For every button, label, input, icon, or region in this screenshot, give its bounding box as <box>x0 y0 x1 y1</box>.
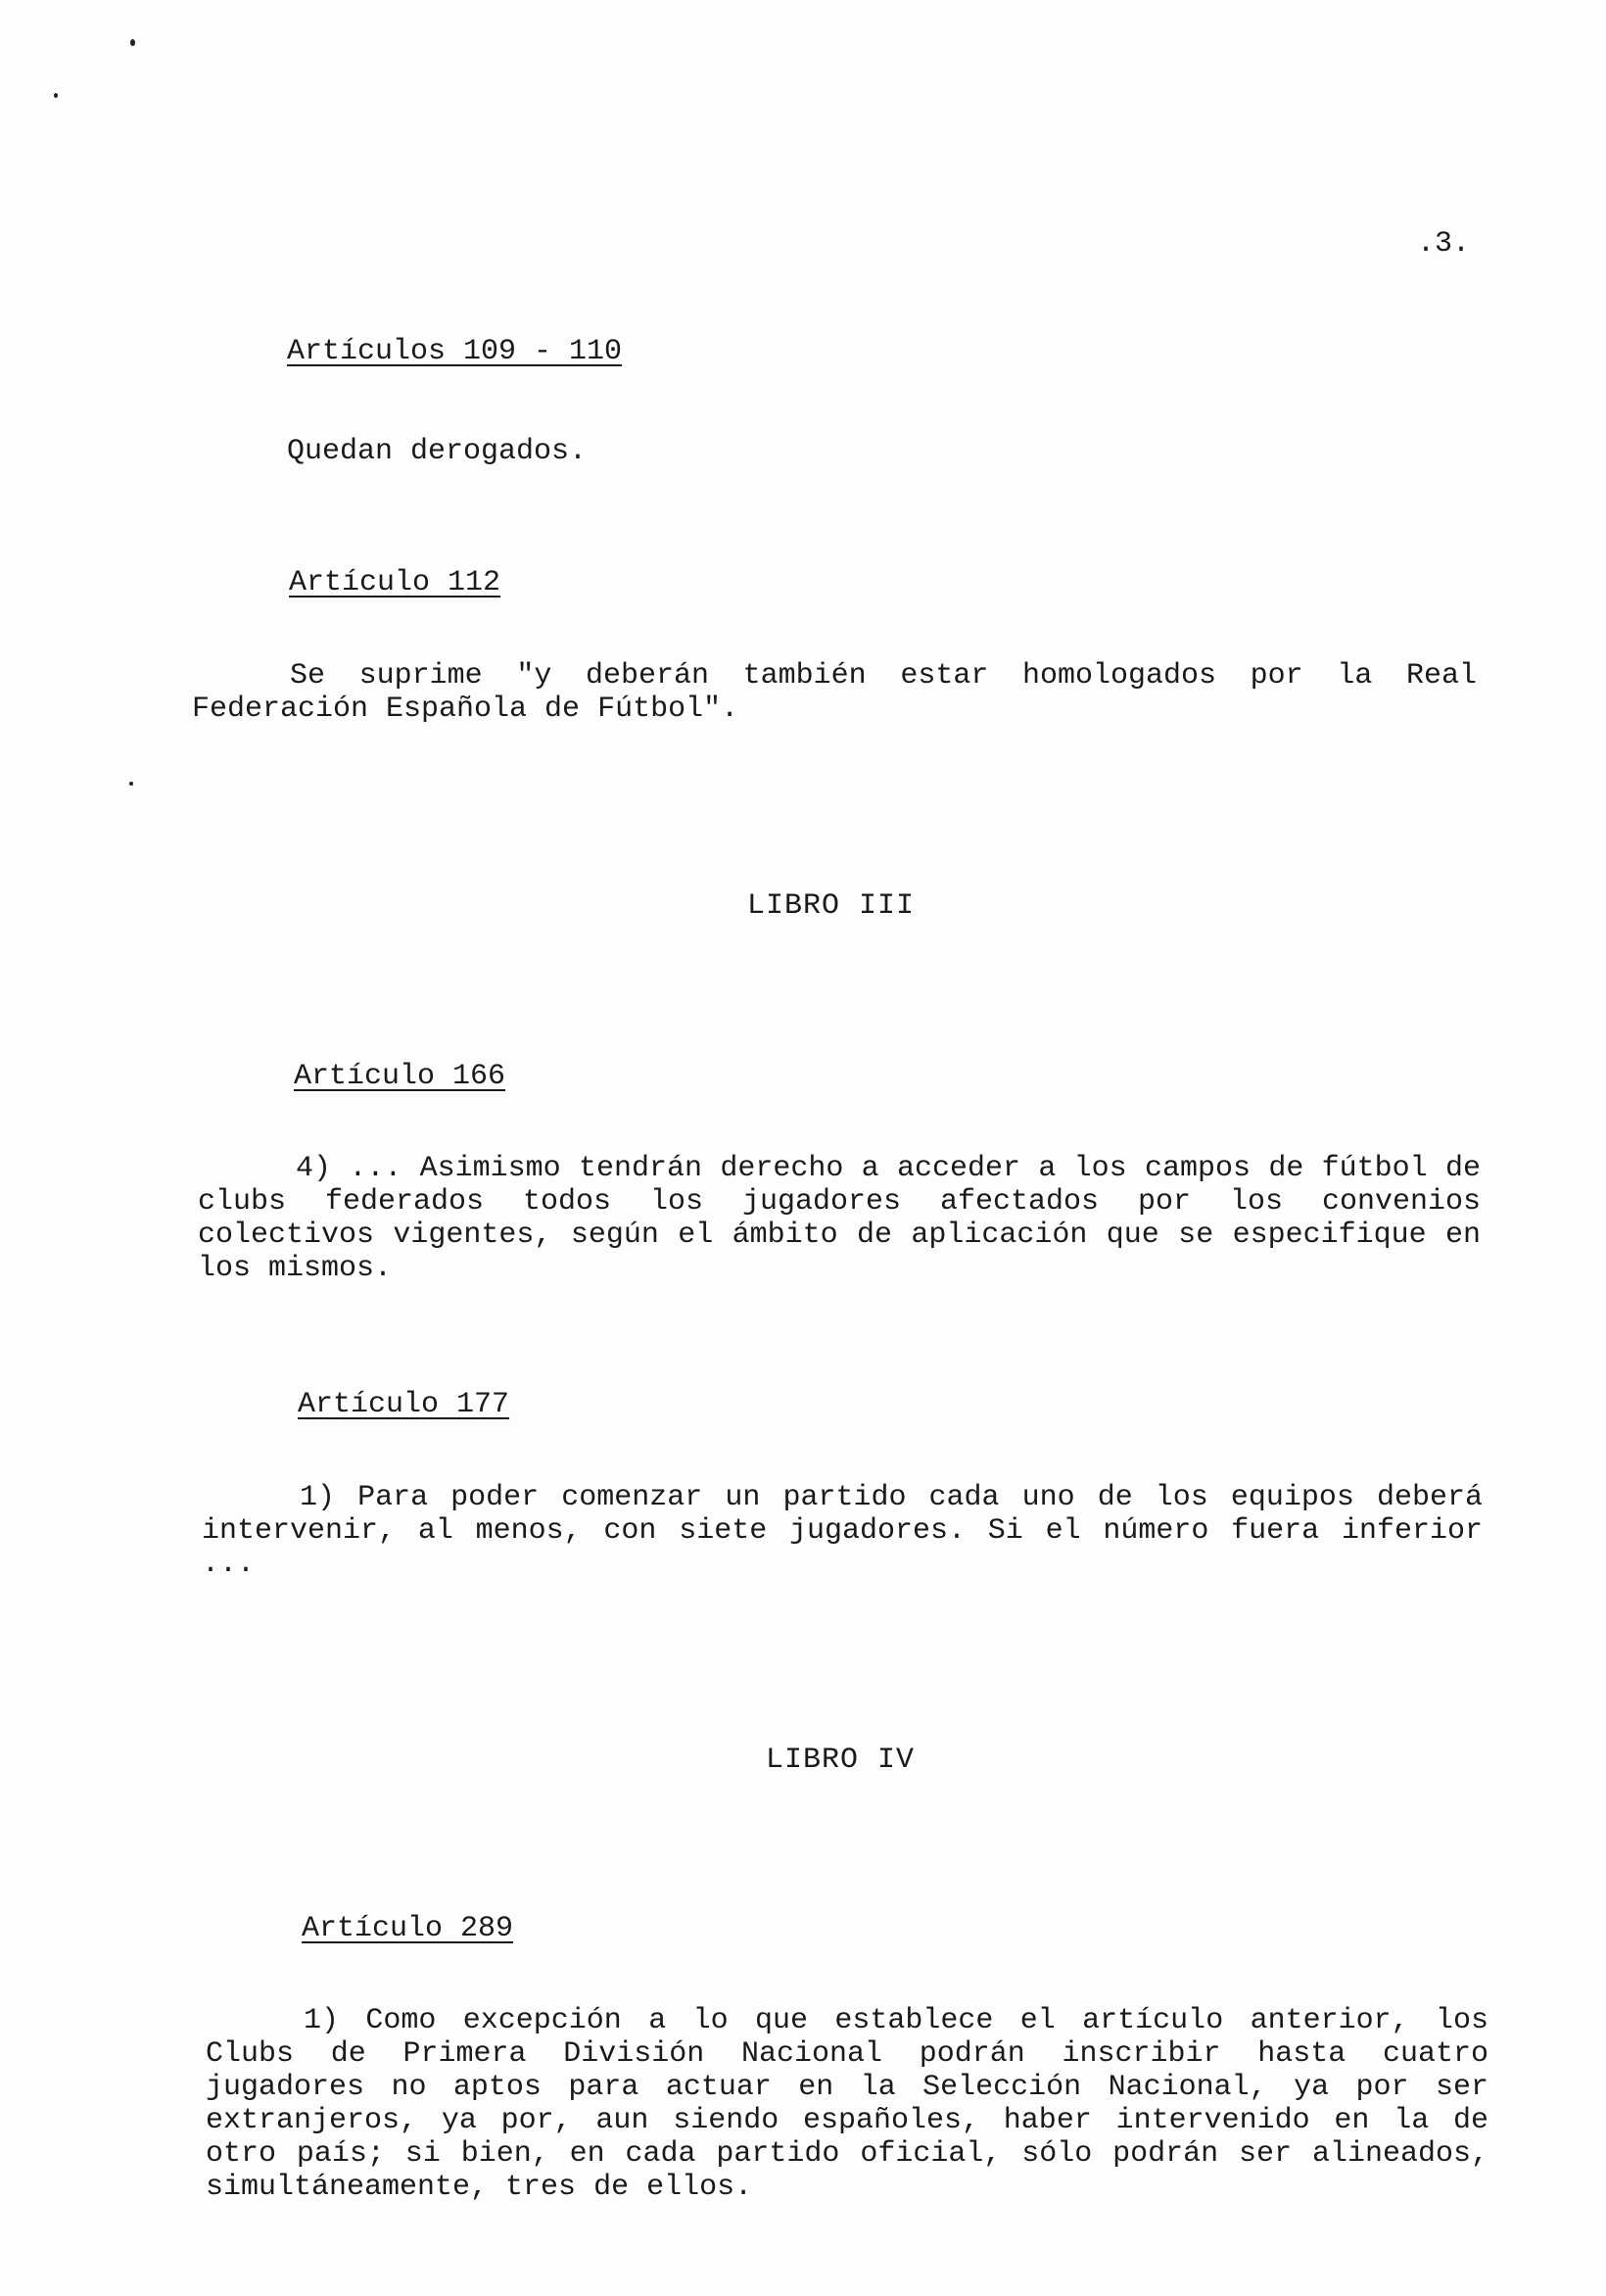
section-heading: Artículo 166 <box>294 1060 506 1093</box>
paragraph: Quedan derogados. <box>287 435 588 468</box>
section-heading: Artículo 112 <box>289 566 501 599</box>
page-number: .3. <box>1417 227 1471 261</box>
scan-speck <box>54 93 58 98</box>
book-heading: LIBRO IV <box>766 1744 916 1777</box>
paragraph: 1) Como excepción a lo que establece el artículo anterior, los Clubs de Primera División Nacional podrán inscribir hasta cuatro jugadores no aptos para actuar en la Selección Nacional, ya por ser extranjeros, ya por, aun siendo españoles, haber intervenido en la de otro país; si bien, en cada partido oficial, sólo podrán ser alineados, simultáneamente, tres de ellos. <box>206 2004 1488 2204</box>
paragraph: 4) ... Asimismo tendrán derecho a acceder a los campos de fútbol de clubs federados todos los jugadores afectados por los convenios colectivos vigentes, según el ámbito de aplicación que se especifique en los mismos. <box>198 1152 1481 1285</box>
section-heading: Artículo 177 <box>298 1388 510 1421</box>
book-heading: LIBRO III <box>747 889 916 923</box>
section-heading: Artículo 289 <box>302 1912 514 1945</box>
paragraph: 1) Para poder comenzar un partido cada uno de los equipos deberá intervenir, al menos, con siete jugadores. Si el número fuera inferior ... <box>202 1481 1483 1581</box>
scan-speck <box>129 782 133 786</box>
scan-speck <box>130 39 135 46</box>
paragraph: Se suprime "y deberán también estar homologados por la Real Federación Española de Fútbol". <box>192 659 1477 726</box>
section-heading: Artículos 109 - 110 <box>287 335 623 368</box>
